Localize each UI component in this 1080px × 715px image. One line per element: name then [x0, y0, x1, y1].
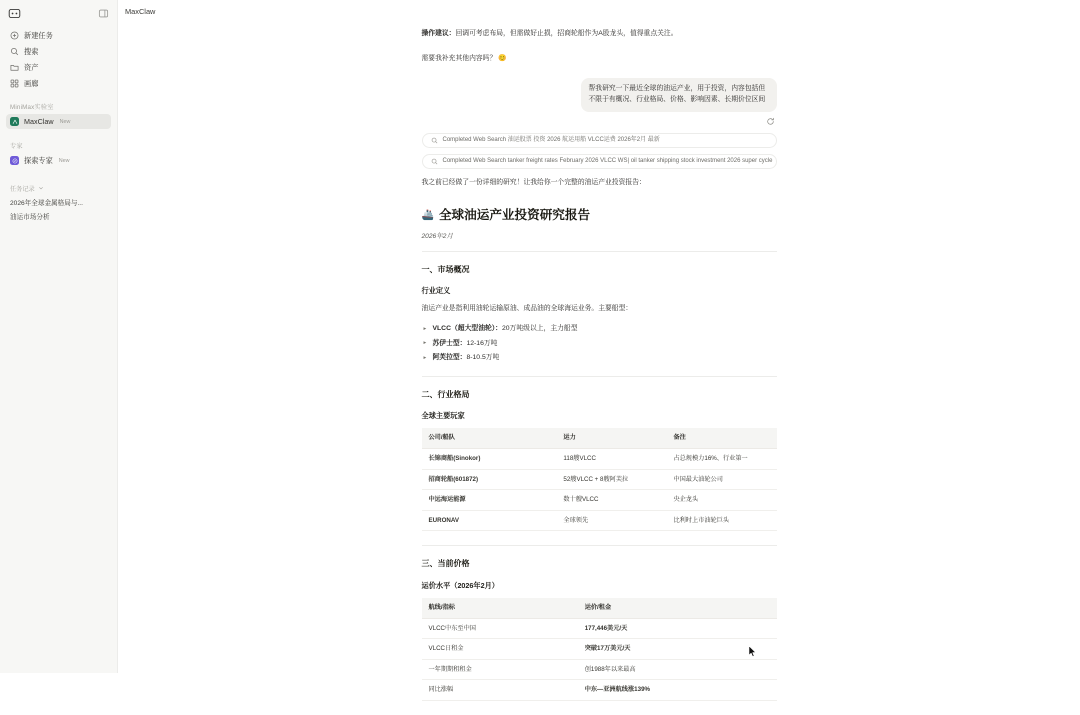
table-cell: 突破17万美元/天: [578, 639, 777, 660]
table-cell: 一年期期租租金: [422, 659, 578, 680]
sidebar-item-new-task[interactable]: [6, 28, 111, 43]
table-cell: 比利时上市油轮巨头: [666, 510, 776, 531]
section-heading: 一、市场概况: [421, 265, 470, 275]
advice-label: 操作建议：: [421, 30, 456, 37]
tool-call-label: Completed Web Search tanker freight rates February 2026 VLCC WS| oil tanker shipping stock investment 2026 super cycle: [442, 157, 773, 164]
folder-icon: [10, 63, 19, 72]
sidebar-item-label: MaxClaw: [24, 117, 54, 126]
history-item[interactable]: 2026年全球金属格局与...: [10, 200, 83, 207]
table-cell: EURONAV: [422, 510, 557, 531]
table-cell: 中远海运能源: [422, 490, 557, 511]
section-subheading: 行业定义: [421, 286, 451, 296]
conversation-document: [422, 23, 777, 715]
divider: [422, 251, 777, 252]
sidebar: [0, 0, 118, 673]
table-row: [422, 469, 777, 490]
table-cell: 中东—亚洲航线涨139%: [578, 680, 777, 701]
list-item-value: 12-16万吨: [466, 339, 498, 347]
regenerate-icon[interactable]: [766, 117, 775, 126]
section-heading: 三、当前价格: [421, 559, 470, 569]
table-row: [422, 618, 777, 639]
tool-call-web-search[interactable]: [422, 154, 777, 169]
list-item-label: 苏伊士型：: [432, 339, 467, 347]
players-table: [422, 428, 777, 531]
divider: [422, 376, 777, 377]
table-column-header: 运价/租金: [578, 598, 777, 618]
tool-call-label: Completed Web Search 油运股票 投资 2026 航运用船 VLCC运费 2026年2月 最新: [442, 136, 660, 143]
table-cell: 中国最大油轮公司: [666, 469, 776, 490]
sidebar-header: [0, 0, 117, 22]
sidebar-item-search[interactable]: [6, 44, 111, 59]
list-item-label: VLCC（超大型油轮）：: [432, 325, 502, 333]
plus-circle-icon: [10, 31, 19, 40]
list-item: [433, 353, 777, 364]
new-badge: New: [58, 157, 70, 164]
section-subheading: 运价水平（2026年2月）: [421, 580, 499, 590]
table-header-row: [422, 428, 777, 448]
search-icon: [431, 158, 438, 165]
list-item-label: 阿芙拉型：: [432, 354, 467, 362]
topbar: [118, 0, 1080, 23]
table-column-header: 公司/船队: [422, 428, 557, 448]
chevron-down-icon: [38, 185, 44, 193]
sidebar-item-maxclaw[interactable]: [6, 114, 111, 129]
sidebar-item-label: 资产: [24, 62, 39, 72]
price-table: [422, 598, 777, 701]
ship-icon: 🚢: [421, 210, 434, 222]
table-cell: 全球领先: [556, 510, 666, 531]
message-actions: [422, 117, 777, 126]
table-cell: 占总规模力16%、行业第一: [666, 448, 776, 469]
app-logo-icon[interactable]: [8, 7, 21, 20]
followup-question: 需要我补充其他内容吗？ 😊: [421, 54, 507, 62]
advice-paragraph: [422, 29, 777, 40]
claw-icon: [10, 117, 19, 126]
list-item-value: 20万吨级以上，主力船型: [501, 325, 578, 333]
table-cell: 央企龙头: [666, 490, 776, 511]
table-row: [422, 659, 777, 680]
table-cell: 创1988年以来最高: [578, 659, 777, 680]
section-subheading: 全球主要玩家: [421, 411, 465, 421]
table-cell: 177,446美元/天: [578, 618, 777, 639]
sidebar-item-assets[interactable]: [6, 60, 111, 75]
tool-call-web-search[interactable]: [422, 133, 777, 148]
table-cell: 52艘VLCC + 8艘阿芙拉: [556, 469, 666, 490]
sidebar-item-label: 画廊: [24, 78, 39, 88]
section-intro: 油运产业是指利用油轮运输原油、成品油的全球海运业务。主要船型：: [421, 304, 633, 312]
table-cell: 长锦商船(Sinokor): [422, 448, 557, 469]
ship-type-list: [422, 324, 777, 364]
table-header-row: [422, 598, 777, 618]
table-column-header: 航线/指标: [422, 598, 578, 618]
list-item: [433, 339, 777, 350]
table-cell: 数十艘VLCC: [556, 490, 666, 511]
table-column-header: 运力: [556, 428, 666, 448]
sidebar-collapse-icon[interactable]: [97, 7, 109, 19]
sidebar-item-explore-expert[interactable]: [6, 153, 111, 168]
table-row: [422, 639, 777, 660]
sidebar-item-label: 搜索: [24, 46, 39, 56]
advice-text: 回调可考虑布局，但需做好止损，招商轮船作为A股龙头，值得重点关注。: [455, 30, 678, 37]
table-cell: VLCC中东至中国: [422, 618, 578, 639]
table-cell: 同比涨幅: [422, 680, 578, 701]
lab-section-label: MiniMax实验室: [10, 104, 54, 111]
table-row: [422, 510, 777, 531]
report-title-row: [422, 206, 777, 226]
history-section-header[interactable]: [0, 184, 117, 193]
table-row: [422, 448, 777, 469]
table-row: [422, 490, 777, 511]
list-item-value: 8-10.5万吨: [466, 354, 500, 362]
compass-icon: [10, 156, 19, 165]
search-icon: [431, 137, 438, 144]
user-message-row: [422, 78, 777, 112]
list-item: [433, 324, 777, 335]
conversation-scroll[interactable]: [118, 23, 1080, 715]
search-icon: [10, 47, 19, 56]
expert-section-label: 专家: [10, 143, 23, 150]
sidebar-item-label: 探索专家: [24, 155, 53, 165]
history-section-label: 任务记录: [10, 186, 35, 193]
main-panel: [118, 0, 1080, 694]
section-heading: 二、行业格局: [421, 389, 470, 399]
history-item[interactable]: 油运市场分析: [10, 213, 50, 221]
table-cell: 118艘VLCC: [556, 448, 666, 469]
report-title: 全球油运产业投资研究报告: [438, 208, 591, 223]
new-badge: New: [59, 118, 71, 125]
sidebar-item-label: 新建任务: [24, 30, 53, 40]
grid-icon: [10, 79, 19, 88]
table-row: [422, 680, 777, 701]
page-title: MaxClaw: [125, 7, 156, 16]
sidebar-item-gallery[interactable]: [6, 76, 111, 91]
table-cell: 招商轮船(601872): [422, 469, 557, 490]
assistant-intro: 我之前已经做了一份详细的研究！让我给你一个完整的油运产业投资报告：: [421, 178, 646, 186]
table-column-header: 备注: [666, 428, 776, 448]
report-date: 2026年2月: [421, 232, 454, 240]
user-message: 帮我研究一下最近全球的油运产业，用于投资，内容包括但不限于有概况、行业格局、价格、影响因素、长期价位区间: [581, 78, 777, 112]
sidebar-nav: [0, 28, 117, 92]
table-cell: VLCC日租金: [422, 639, 578, 660]
divider: [422, 545, 777, 546]
